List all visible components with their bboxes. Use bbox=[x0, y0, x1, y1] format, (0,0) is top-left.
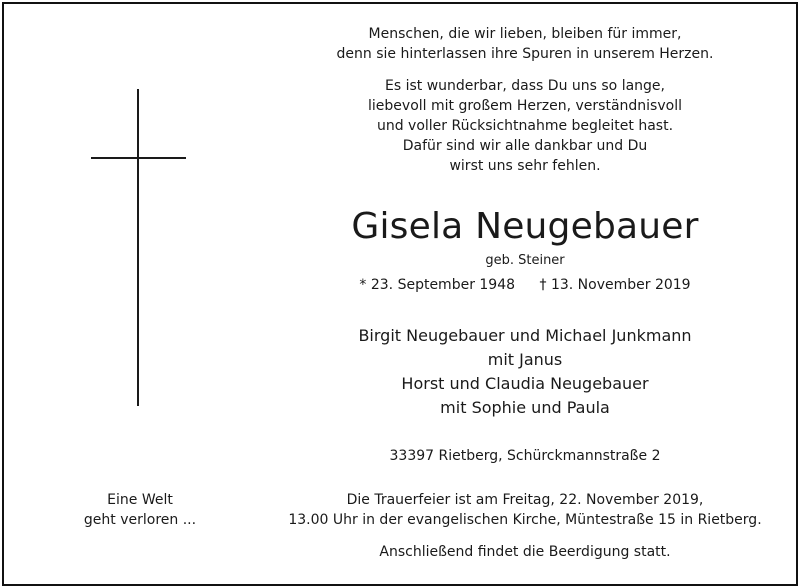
burial-info: Anschließend findet die Beerdigung statt. bbox=[379, 544, 671, 560]
family-address: 33397 Rietberg, Schürckmannstraße 2 bbox=[389, 448, 661, 464]
quote-line: und voller Rücksichtnahme begleitet hast. bbox=[376, 118, 674, 134]
death-date: † 13. November 2019 bbox=[539, 277, 691, 293]
quote-line: Es ist wunderbar, dass Du uns so lange, bbox=[385, 78, 665, 94]
funeral-line: 13.00 Uhr in der evangelischen Kirche, Müntestraße 15 in Rietberg. bbox=[288, 512, 762, 528]
cross-vertical-bar bbox=[137, 89, 139, 406]
left-note-line: geht verloren ... bbox=[83, 512, 197, 528]
mourner-line: mit Janus bbox=[487, 350, 563, 369]
left-note bbox=[60, 490, 220, 530]
cross-horizontal-bar bbox=[91, 157, 186, 159]
quote-line: Dafür sind wir alle dankbar und Du bbox=[402, 138, 648, 154]
funeral-line: Die Trauerfeier ist am Freitag, 22. November 2019, bbox=[346, 492, 704, 508]
left-note-line: Eine Welt bbox=[107, 492, 173, 508]
quote-line: Menschen, die wir lieben, bleiben für immer, bbox=[368, 26, 682, 42]
birth-date: * 23. September 1948 bbox=[359, 277, 516, 293]
deceased-name: Gisela Neugebauer bbox=[351, 206, 699, 247]
quote-line: wirst uns sehr fehlen. bbox=[449, 158, 601, 174]
mourner-line: Birgit Neugebauer und Michael Junkmann bbox=[358, 326, 692, 345]
funeral-info bbox=[270, 490, 780, 530]
memorial-quote bbox=[300, 24, 750, 176]
mourners-list bbox=[300, 324, 750, 420]
mourner-line: Horst und Claudia Neugebauer bbox=[401, 374, 649, 393]
mourner-line: mit Sophie und Paula bbox=[440, 398, 610, 417]
life-dates bbox=[300, 275, 750, 295]
quote-line: liebevoll mit großem Herzen, verständnisvoll bbox=[368, 98, 682, 114]
birth-name: geb. Steiner bbox=[485, 253, 565, 268]
quote-line: denn sie hinterlassen ihre Spuren in unserem Herzen. bbox=[336, 46, 714, 62]
